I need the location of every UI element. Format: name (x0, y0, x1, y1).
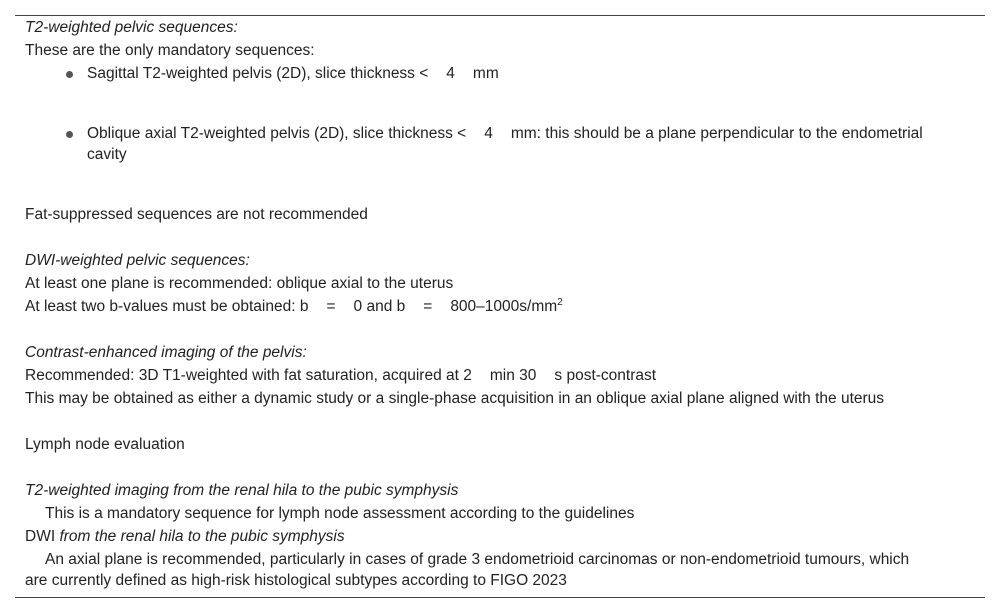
lymph-dwi-text-2: are currently defined as high-risk histological subtypes according to FIGO 2023 (25, 572, 567, 589)
t2-heading: T2-weighted pelvic sequences: (25, 19, 238, 36)
t2-bullet-oblique (87, 123, 923, 144)
lymph-heading: Lymph node evaluation (25, 436, 185, 453)
dwi-bvalue-eq1: = (326, 298, 336, 315)
dwi-bvalue-line (25, 296, 563, 317)
t2-bullet-sagittal-value: 4 (446, 65, 455, 82)
dwi-bvalue-eq2: = (423, 298, 433, 315)
contrast-acquisition-line: This may be obtained as either a dynamic study or a single-phase acquisition in an oblique axial plane aligned with the uterus (25, 390, 885, 407)
contrast-part1: Recommended: 3D T1-weighted with fat saturation, acquired at 2 (25, 367, 472, 384)
t2-bullet-oblique-continuation: cavity (87, 146, 127, 163)
t2-bullet-oblique-rest: mm: this should be a plane perpendicular to the endometrial (510, 125, 923, 142)
contrast-recommended-line (25, 365, 656, 386)
lymph-dwi-text-1: An axial plane is recommended, particularly in cases of grade 3 endometrioid carcinomas or non-endometrioid tumours, which (45, 551, 910, 568)
dwi-bvalue-sup: 2 (557, 297, 563, 308)
contrast-heading: Contrast-enhanced imaging of the pelvis: (25, 344, 307, 361)
t2-intro: These are the only mandatory sequences: (25, 42, 315, 59)
dwi-bvalue-part1: At least two b-values must be obtained: b (25, 298, 309, 315)
t2-fat-note: Fat-suppressed sequences are not recommended (25, 206, 368, 223)
t2-bullet-sagittal (87, 63, 499, 84)
dwi-heading: DWI-weighted pelvic sequences: (25, 252, 250, 269)
lymph-t2-text: This is a mandatory sequence for lymph node assessment according to the guidelines (45, 505, 635, 522)
lymph-t2-heading: T2-weighted imaging from the renal hila to the pubic symphysis (25, 482, 459, 499)
t2-bullet-sagittal-prefix: Sagittal T2-weighted pelvis (2D), slice thickness < (87, 65, 429, 82)
bullet-icon (66, 131, 73, 138)
table-top-rule (15, 15, 985, 16)
table-bottom-rule (15, 597, 985, 598)
lymph-dwi-heading (25, 526, 345, 547)
dwi-plane-line: At least one plane is recommended: oblique axial to the uterus (25, 275, 454, 292)
dwi-bvalue-part2: 0 and b (353, 298, 406, 315)
t2-bullet-oblique-prefix: Oblique axial T2-weighted pelvis (2D), slice thickness < (87, 125, 467, 142)
dwi-bvalue-part3: 800–1000s/mm (450, 298, 558, 315)
t2-bullet-oblique-value: 4 (484, 125, 493, 142)
t2-bullet-sagittal-unit: mm (472, 65, 499, 82)
lymph-dwi-heading-rest: from the renal hila to the pubic symphysis (59, 528, 345, 545)
lymph-dwi-prefix: DWI (25, 528, 56, 545)
contrast-part3: s post-contrast (554, 367, 657, 384)
bullet-icon (66, 71, 73, 78)
contrast-part2: min 30 (489, 367, 537, 384)
